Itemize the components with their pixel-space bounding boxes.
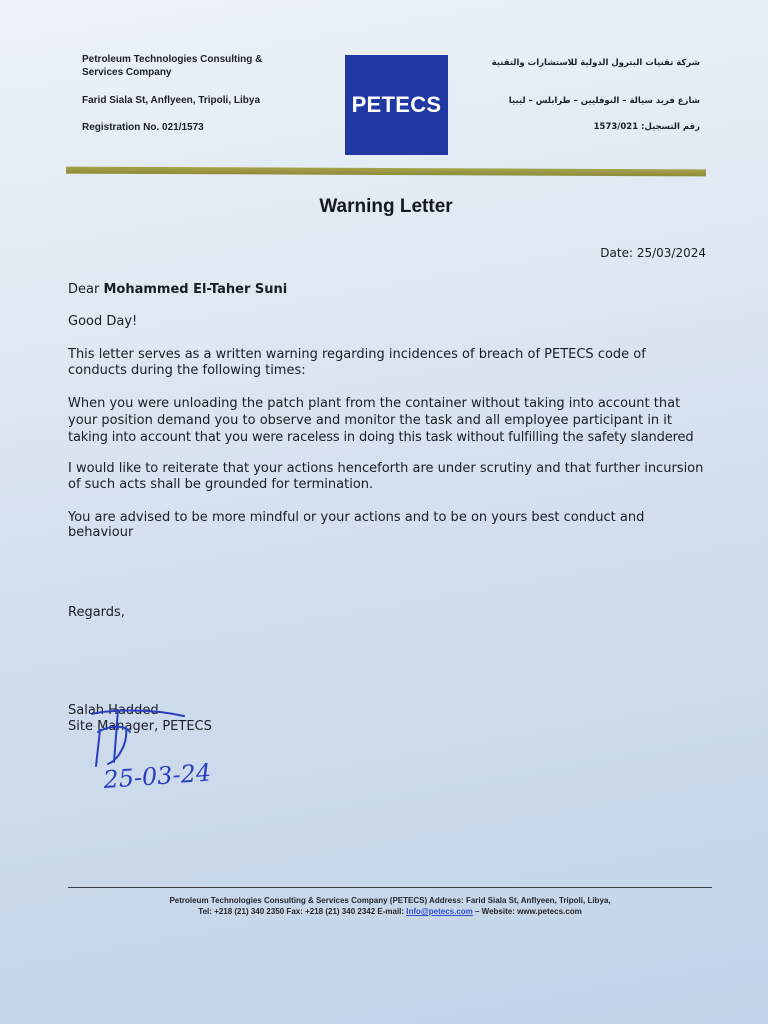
recipient-name: Mohammed El-Taher Suni <box>103 282 288 297</box>
footer-divider <box>68 887 712 888</box>
paragraph-4-line-1: You are advised to be more mindful or your actions and to be on yours best conduct and <box>68 510 645 525</box>
paragraph-3-line-2: of such acts shall be grounded for termination. <box>68 477 374 492</box>
company-name-ar: شركة تقنيات البترول الدولية للاستشارات والتقنية <box>491 58 700 68</box>
signer-name: Salah Hadded <box>68 703 159 718</box>
logo-text: PETECS <box>351 92 442 117</box>
paragraph-2-line-3: taking into account that you were raceless in doing this task without fulfilling the safety slandered <box>68 430 694 445</box>
footer-contact: Tel: +218 (21) 340 2350 Fax: +218 (21) 340 2342 E-mail: <box>198 907 407 916</box>
handwritten-date: 25-03-24 <box>102 758 212 794</box>
signer-title: Site Manager, PETECS <box>68 719 212 734</box>
petecs-logo <box>345 55 448 155</box>
paragraph-2-line-2: your position demand you to observe and monitor the task and all employee participant in it <box>68 413 673 428</box>
letterhead-divider <box>66 167 706 177</box>
footer-line-1: Petroleum Technologies Consulting & Services Company (PETECS) Address: Farid Siala St, Anflyeen, Tripoli, Libya, <box>169 896 611 905</box>
paragraph-1-line-2: conducts during the following times: <box>68 363 306 378</box>
salutation <box>68 282 287 298</box>
handwritten-signature <box>78 702 258 802</box>
registration-number-ar: رقم التسجيل: 1573/021 <box>593 122 700 132</box>
paragraph-3-line-1: I would like to reiterate that your actions henceforth are under scrutiny and that further incursion <box>68 461 704 476</box>
footer-line-2 <box>60 907 720 916</box>
footer-website: – Website: www.petecs.com <box>472 907 582 916</box>
company-address-en: Farid Siala St, Anflyeen, Tripoli, Libya <box>82 95 261 106</box>
paragraph-1-line-1: This letter serves as a written warning regarding incidences of breach of PETECS code of <box>68 347 646 362</box>
company-name-en-line2: Services Company <box>82 67 172 78</box>
closing: Regards, <box>68 605 125 620</box>
letter-title: Warning Letter <box>319 196 453 217</box>
paragraph-2-line-1: When you were unloading the patch plant from the container without taking into account that <box>68 396 681 411</box>
greeting: Good Day! <box>68 314 138 329</box>
company-address-ar: شارع فريد سيالة – النوفليين – طرابلس – ليبيا <box>508 96 700 106</box>
salutation-prefix: Dear <box>68 282 104 297</box>
footer-email-link[interactable]: Info@petecs.com <box>406 907 473 916</box>
company-name-en-line1: Petroleum Technologies Consulting & <box>82 54 263 65</box>
registration-number-en: Registration No. 021/1573 <box>82 122 204 133</box>
letter-date: Date: 25/03/2024 <box>600 246 706 260</box>
paragraph-4-line-2: behaviour <box>68 525 134 540</box>
